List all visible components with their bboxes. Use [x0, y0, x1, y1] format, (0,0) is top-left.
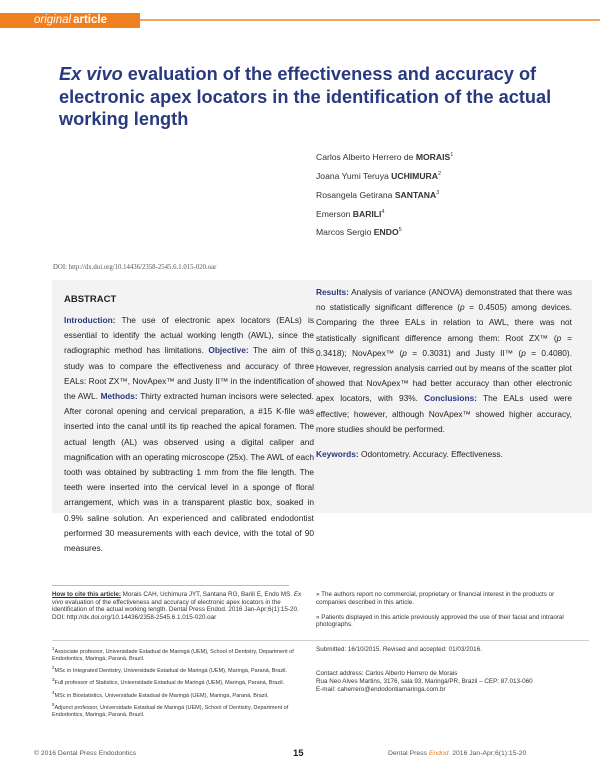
contact-line: Rua Neo Alves Martins, 3176, sala 93, Maringá/PR, Brazil – CEP: 87.013-060 [316, 677, 533, 685]
abstract-left-column [64, 313, 314, 556]
affiliations [52, 646, 302, 721]
how-to-cite [52, 591, 307, 622]
footer-copyright: © 2016 Dental Press Endodontics [34, 750, 137, 757]
methods-text: Thirty extracted human incisors were selected. After coronal opening and cervical preparation, a #15 K-file was inserted into the canal until its tip reached the apical foramen. The actual length (AL) was observed using a digital caliper and magnification with an operating microscope (25x). The AWL of each tooth was obtained by subtracting 1 mm from the file length. The teeth were inserted into the cervical level in a sponge of floral arrangement, which was in a transparent plastic box, soaked in 0.9% saline solution. An experienced and calibrated endodontist performed 30 measurements with each device, with the total of 90 measures. [64, 391, 314, 554]
affiliation-text: Adjunct professor, Universidade Estadual de Maringá (UEM), School of Dentistry, Department of Endodontics, Maringá, Paraná, Brazil. [52, 704, 289, 718]
author-given-name: Joana Yumi Teruya [316, 170, 392, 181]
affiliation [52, 646, 302, 663]
author-list [316, 147, 453, 241]
title-italic: Ex vivo [59, 64, 123, 84]
objective-text: The aim of this study was to compare the effectiveness and accuracy of three EALs: Root ZX™, NovApex™ and Justy II™ in the indentification of the AWL. [64, 345, 314, 402]
disclosure-note: » Patients displayed in this article previously approved the use of their facial and intraoral photographs. [316, 613, 564, 629]
author-affiliation-number: 4 [381, 208, 385, 215]
objective-label: Objective: [208, 345, 249, 356]
author-affiliation-number: 1 [450, 152, 454, 158]
author-surname: SANTANA [394, 189, 437, 200]
affiliation-text: Full professor of Statistics, Universidade Estadual de Maringá (UEM), Maringá, Paraná, Brazil. [54, 680, 285, 687]
footer-issue: 2016 Jan-Apr;6(1):15-20 [450, 750, 527, 757]
author-given-name: Carlos Alberto Herrero de [316, 151, 416, 162]
article-type-word-1: original [34, 14, 72, 26]
author-given-name: Emerson [316, 208, 353, 219]
header-rule [140, 19, 600, 21]
author-affiliation-number: 5 [398, 227, 402, 234]
author [316, 204, 453, 223]
affiliation-number: 1 [52, 646, 55, 651]
contact-line: Contact address: Carlos Alberto Herrero de Morais [316, 670, 458, 677]
disclosure-notes [316, 591, 586, 636]
header-orange-block [0, 13, 140, 28]
author-given-name: Marcos Sergio [316, 227, 374, 238]
author-surname: BARILI [352, 208, 382, 219]
keywords-text: Odontometry. Accuracy. Effectiveness. [358, 449, 503, 460]
p-symbol: p [556, 332, 562, 343]
affiliation [52, 702, 302, 719]
keywords-label: Keywords: [316, 449, 359, 460]
footer-journal-abbrev: Endod. [428, 750, 451, 757]
keywords-line [316, 447, 572, 462]
affiliation-number: 3 [52, 677, 55, 683]
conclusions-label: Conclusions: [424, 393, 477, 404]
author-given-name: Rosangela Getirana [316, 189, 395, 200]
footer-journal-ref [388, 750, 526, 757]
p-symbol: p [460, 302, 465, 313]
affiliation-text: Associate professor, Universidade Estadual de Maringá (UEM), School of Dentistry, Department of Endodontics, Maringá, Paraná, Brazil. [52, 648, 294, 662]
citation-heading: How to cite this article: [52, 591, 121, 598]
results-paragraph [316, 285, 572, 437]
results-text: = 0.3418); NovApex™ ( [316, 332, 572, 358]
citation-text: evaluation of the effectiveness and accuracy of electronic apex locators in the identification of the actual working length. Dental Press Endod. 2016 Jan-Apr;6(1):15-20. [52, 598, 299, 614]
doi-link[interactable]: DOI: http://dx.doi.org/10.14436/2358-2545.6.1.015-020.oar [53, 264, 217, 271]
results-text: Analysis of variance (ANOVA) demonstrated that there was no statistically significant difference ( [316, 287, 572, 313]
author-surname: MORAIS [415, 151, 451, 162]
affiliation-number: 2 [52, 665, 55, 671]
author [316, 222, 453, 241]
header-bar [0, 13, 600, 28]
affiliation [52, 677, 302, 687]
title-rest: evaluation of the effectiveness and accuracy of electronic apex locators in the identification of the actual working length [59, 64, 552, 129]
citation-doi[interactable]: DOI: http://dx.doi.org/10.14436/2358-2545.6.1.015-020.oar [52, 614, 217, 622]
p-symbol: p [402, 347, 407, 358]
author-surname: ENDO [373, 227, 399, 238]
article-type-word-2: article [73, 14, 107, 26]
author [316, 185, 453, 204]
author-surname: UCHIMURA [391, 170, 438, 181]
affiliation-text: MSc in Integrated Dentistry, Universidade Estadual de Maringá (UEM), Maringá, Paraná, Brazil. [54, 667, 288, 674]
footer-journal-name: Dental Press [388, 750, 429, 757]
affiliations-divider [52, 640, 589, 641]
citation-divider [52, 585, 289, 586]
affiliation-text: MSc in Biostatistics, Universidade Estadual de Maringá (UEM), Maringá, Paraná, Brazil. [54, 692, 269, 699]
results-text: = 0.3031) and Justy II™ ( [406, 347, 522, 358]
results-text: = 0.4505) among devices. Comparing the three EALs in relation to AWL, there was not statistically significant difference among them: Root ZX™ ( [316, 302, 572, 343]
article-type-label [34, 13, 107, 28]
abstract-right-column [316, 285, 572, 462]
citation-text: Morais CAH, Uchimura JYT, Santana RG, Barili E, Endo MS. [120, 591, 294, 598]
contact-email[interactable]: E-mail: caherrero@endodontiamaringa.com.br [316, 685, 446, 693]
page-number: 15 [293, 748, 304, 759]
affiliation-number: 5 [52, 701, 55, 707]
abstract-heading: ABSTRACT [64, 294, 117, 305]
abstract-box [52, 280, 592, 554]
introduction-text: The use of electronic apex locators (EALs) is essential to identify the actual working length (AWL), since the radiographic method has limitations. [64, 315, 314, 356]
p-symbol: p [521, 347, 526, 358]
citation-italic: Ex vivo [52, 591, 302, 606]
introduction-label: Introduction: [64, 315, 116, 325]
submission-dates: Submitted: 16/10/2015. Revised and accepted: 01/03/2016. [316, 646, 482, 653]
disclosure-note: » The authors report no commercial, proprietary or financial interest in the products or companies described in this article. [316, 591, 555, 606]
affiliation [52, 690, 302, 700]
contact-address [316, 670, 533, 694]
author [316, 166, 453, 185]
affiliation-number: 4 [52, 689, 55, 695]
author-affiliation-number: 2 [437, 170, 442, 177]
author [316, 147, 453, 166]
author-affiliation-number: 3 [436, 189, 440, 196]
article-title [59, 63, 579, 131]
results-text: = 0.4080). However, regression analysis carried out by means of the scatter plot showed that NovApex™ had better accuracy than other electronic apex locators, with 93%. [316, 347, 573, 404]
results-label: Results: [316, 287, 349, 297]
methods-label: Methods: [100, 391, 138, 402]
affiliation [52, 665, 302, 675]
conclusions-text: The EALs used were effective; however, although NovApex™ showed higher accuracy, more studies should be performed. [316, 393, 572, 434]
